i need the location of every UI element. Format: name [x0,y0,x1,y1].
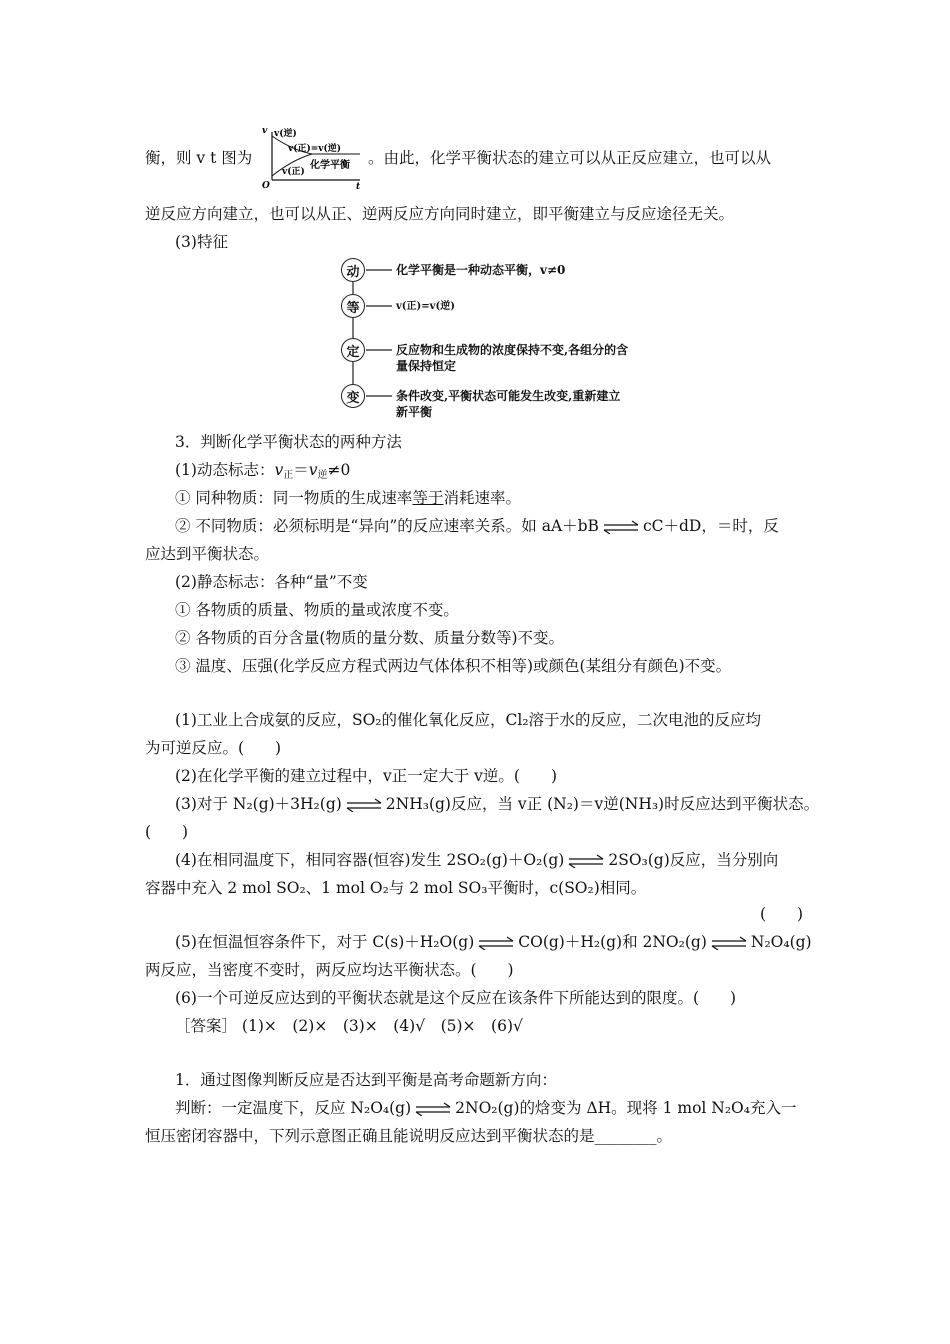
question-1-cont: 为可逆反应。( ) [145,739,282,757]
graph-v-fwd-label: v(正) [282,167,305,177]
question-4 [175,850,778,870]
reversible-arrow-icon [414,1102,452,1116]
graph-origin-label: O [262,181,270,190]
text-segment: v [308,461,318,479]
text-line [368,148,771,168]
static-criterion: (2)静态标志：各种“量”不变 [175,573,368,591]
question-3-cont: ( ) [145,823,189,841]
reversible-arrow-icon [567,854,605,868]
text-segment: (1)动态标志： [175,461,275,479]
feature-equal-badge: 等 [341,294,365,318]
text-segment: (3)对于 N₂(g)＋3H₂(g) [175,795,342,813]
section-paragraph [175,1098,796,1118]
graph-v-label: v [262,126,268,136]
text-segment: 2SO₃(g)反应，当分别向 [608,851,779,869]
v-t-graph [262,124,366,190]
feature-change-text: 条件改变,平衡状态可能发生改变,重新建立 [396,389,621,403]
question-6: (6)一个可逆反应达到的平衡状态就是这个反应在该条件下所能达到的限度。( ) [175,989,737,1007]
section-paragraph-cont: 恒压密闭容器中，下列示意图正确且能说明反应达到平衡状态的是________。 [145,1127,673,1145]
reversible-arrow-icon [345,798,383,812]
feature-change-text-2: 新平衡 [396,405,433,419]
text-segment: 衡，则 v t 图为 [145,149,253,167]
same-substance-line [175,488,521,508]
feature-change-badge: 变 [341,384,365,408]
text-segment: 2NH₃(g)反应，当 v正 (N₂)＝v逆(NH₃)时反应达到平衡状态。 [385,795,820,813]
text-segment: N₂O₄(g) [750,933,812,951]
text-segment: ＝ [293,461,309,479]
text-segment: (5)在恒温恒容条件下，对于 C(s)＋H₂O(g) [175,933,475,951]
text-segment: 正 [283,470,294,481]
text-segment: 消耗速率。 [443,489,521,507]
graph-v-rev-label: v(逆) [274,129,297,139]
question-4-cont: 容器中充入 2 mol SO₂、1 mol O₂与 2 mol SO₃平衡时，c(SO₂)相同。 [145,879,647,897]
text-segment: ① 同种物质：同一物质的生成速率 [175,489,413,507]
features-heading: (3)特征 [175,233,228,251]
static-item-1: ① 各物质的质量、物质的量或浓度不变。 [175,601,459,619]
text-segment: v [274,461,284,479]
feature-dynamic-badge: 动 [341,258,365,282]
static-item-2: ② 各物质的百分含量(物质的量分数、质量分数等)不变。 [175,629,565,647]
feature-fixed-text: 反应物和生成物的浓度保持不变,各组分的含 [396,343,629,357]
text-line: 逆反应方向建立，也可以从正、逆两反应方向同时建立，即平衡建立与反应途径无关。 [145,205,735,223]
text-segment: cC＋dD，＝时，反 [642,517,779,535]
feature-equal-text: v(正)=v(逆) [396,301,455,312]
text-segment: CO(g)＋H₂(g)和 2NO₂(g) [518,933,707,951]
question-1: (1)工业上合成氨的反应，SO₂的催化氧化反应，Cl₂溶于水的反应，二次电池的反应均 [175,711,762,729]
text-segment: 等于 [412,489,444,507]
question-5-cont: 两反应，当密度不变时，两反应均达平衡状态。( ) [145,961,514,979]
text-segment: (4)在相同温度下，相同容器(恒容)发生 2SO₂(g)＋O₂(g) [175,851,565,869]
reversible-arrow-icon [710,936,748,950]
question-5 [175,932,812,952]
question-2: (2)在化学平衡的建立过程中，v正一定大于 v逆。( ) [175,767,557,785]
features-diagram [340,258,660,428]
text-line [145,148,252,168]
text-segment: 。由此，化学平衡状态的建立可以从正反应建立，也可以从 [368,149,772,167]
diff-substance-line [175,516,779,536]
reversible-arrow-icon [602,520,640,534]
graph-v-eq-label: v(正)=v(逆) [288,144,342,154]
feature-fixed-badge: 定 [341,338,365,362]
text-segment: ② 不同物质：必须标明是“异向”的反应速率关系。如 aA＋bB [175,517,599,535]
question-3 [175,794,819,814]
dynamic-criterion [175,460,350,486]
feature-fixed-text-2: 量保持恒定 [396,359,457,373]
section-title: 1．通过图像判断反应是否达到平衡是高考命题新方向： [175,1071,557,1089]
static-item-3: ③ 温度、压强(化学反应方程式两边气体体积不相等)或颜色(某组分有颜色)不变。 [175,657,732,675]
text-segment: 2NO₂(g)的焓变为 ΔH。现将 1 mol N₂O₄充入一 [455,1099,797,1117]
text-line: 应达到平衡状态。 [145,545,270,563]
text-segment: 逆 [317,470,328,481]
reversible-arrow-icon [477,936,515,950]
feature-dynamic-text: 化学平衡是一种动态平衡，v≠0 [396,263,566,277]
text-segment: ≠0 [327,461,351,479]
methods-title: 3．判断化学平衡状态的两种方法 [175,433,402,451]
answer-line: ［答案］ (1)× (2)× (3)× (4)√ (5)× (6)√ [175,1017,523,1035]
graph-t-label: t [356,182,361,190]
text-segment: 判断：一定温度下，反应 N₂O₄(g) [175,1099,412,1117]
question-4-bracket: ( ) [760,905,804,923]
graph-eq-label: 化学平衡 [310,160,350,171]
